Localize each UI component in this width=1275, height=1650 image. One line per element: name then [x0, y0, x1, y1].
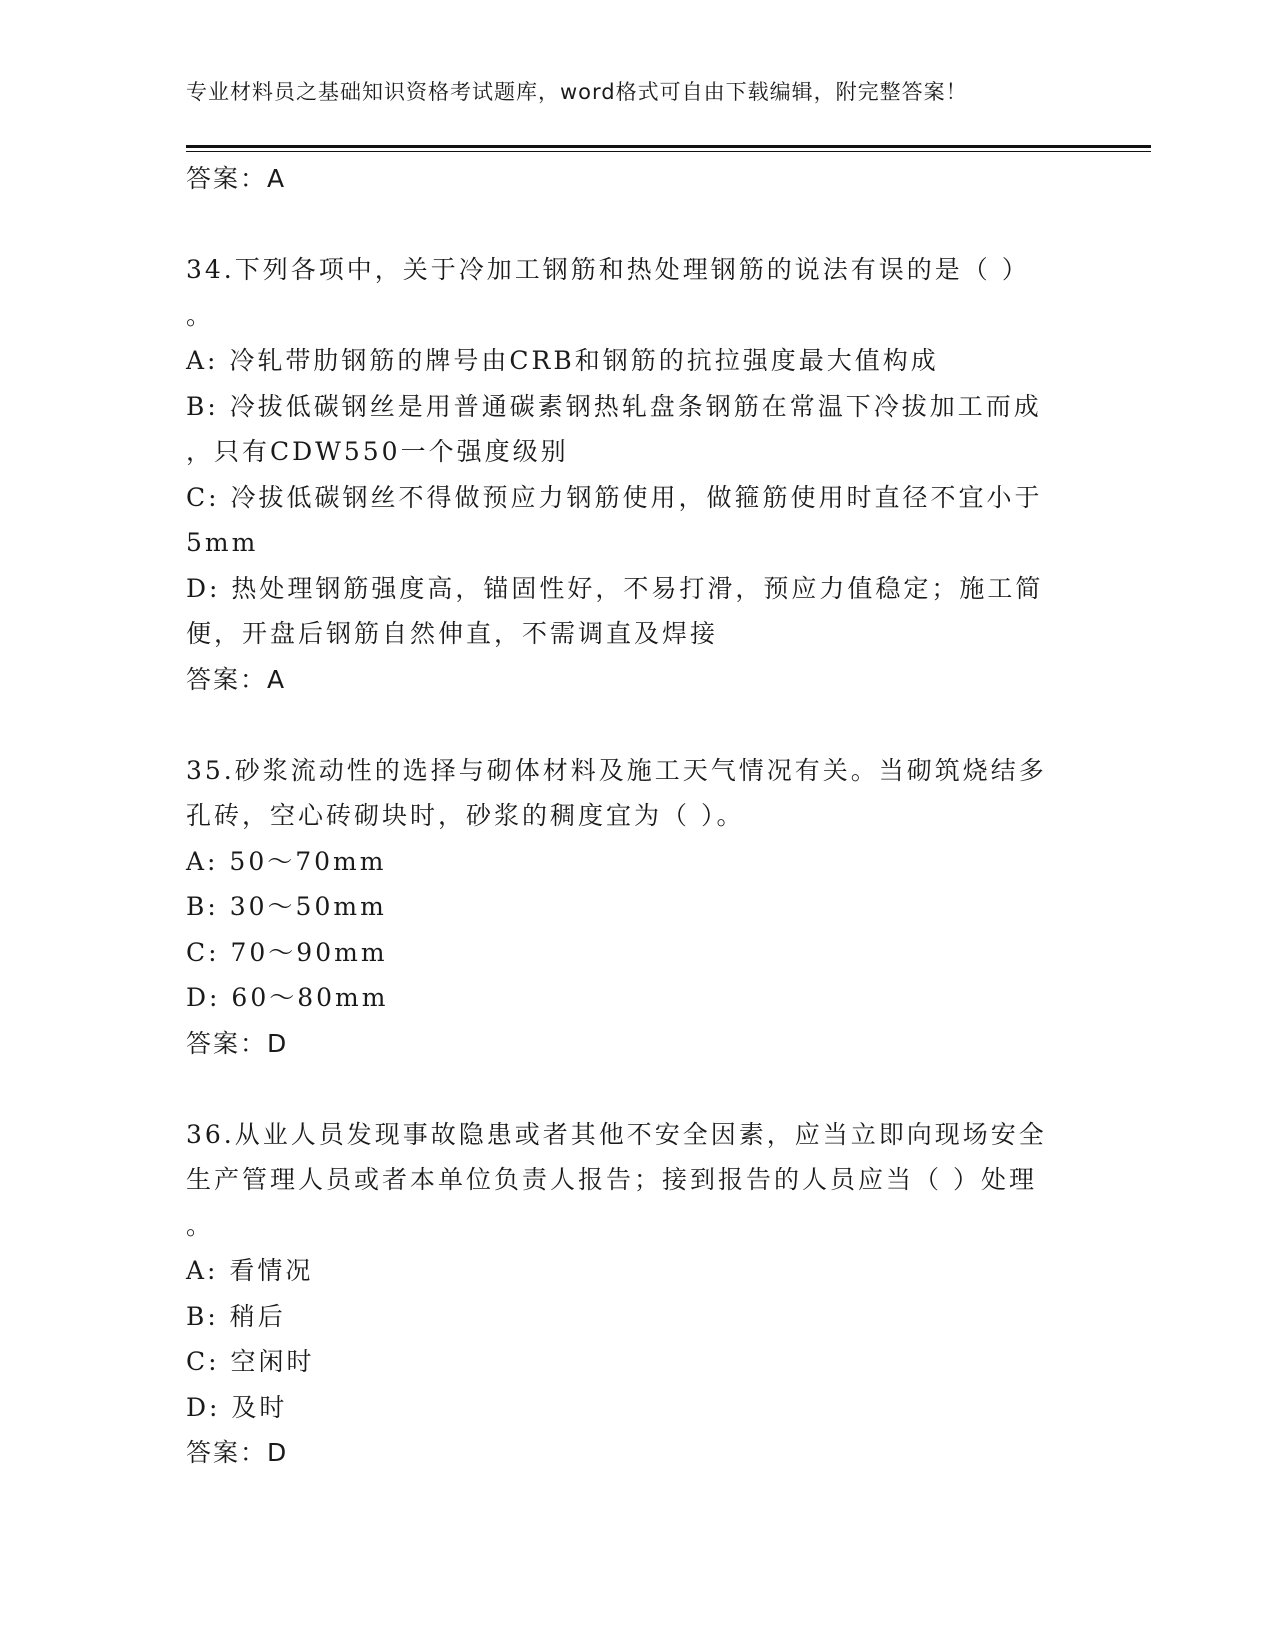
previous-answer: 答案：A [186, 164, 287, 193]
option-b-continued: ，只有CDW550一个强度级别 [186, 437, 569, 466]
answer: 答案：D [186, 1028, 289, 1058]
question-35 [186, 748, 1066, 1067]
stem-line: 35.砂浆流动性的选择与砌体材料及施工天气情况有关。当砌筑烧结多 [186, 755, 1047, 785]
header-rule-thin [186, 151, 1151, 152]
question-stem [186, 1112, 1066, 1249]
option-b: B: 稍后 [186, 1301, 286, 1331]
question-36 [186, 1112, 1066, 1476]
option-a: A: 50～70mm [186, 846, 387, 876]
option-d: D: 及时 [186, 1392, 288, 1422]
option-c: C: 冷拔低碳钢丝不得做预应力钢筋使用，做箍筋使用时直径不宜小于 [186, 482, 1043, 512]
option-d: D: 60～80mm [186, 983, 389, 1012]
option-b: B: 冷拔低碳钢丝是用普通碳素钢热轧盘条钢筋在常温下冷拔加工而成 [186, 391, 1042, 421]
header-rule-thick [186, 145, 1151, 148]
stem-line: 。 [186, 300, 215, 330]
option-c: C: 空闲时 [186, 1347, 315, 1376]
option-c-continued: 5mm [186, 528, 259, 557]
question-34 [186, 247, 1066, 702]
answer: 答案：A [186, 664, 287, 694]
answer: 答案：D [186, 1438, 289, 1467]
stem-line: 孔砖，空心砖砌块时，砂浆的稠度宜为（ ）。 [186, 801, 745, 830]
question-stem [186, 748, 1066, 839]
option-a: A: 冷轧带肋钢筋的牌号由CRB和钢筋的抗拉强度最大值构成 [186, 346, 939, 375]
option-c: C: 70～90mm [186, 937, 388, 967]
question-stem [186, 247, 1066, 338]
option-d: D: 热处理钢筋强度高，锚固性好，不易打滑，预应力值稳定；施工简 [186, 573, 1044, 603]
stem-line: 34.下列各项中，关于冷加工钢筋和热处理钢筋的说法有误的是（ ） [186, 255, 1030, 284]
option-a: A: 看情况 [186, 1256, 314, 1285]
stem-line: 生产管理人员或者本单位负责人报告；接到报告的人员应当（ ）处理 [186, 1165, 1037, 1194]
question-body [186, 156, 1066, 1476]
option-b: B: 30～50mm [186, 892, 387, 921]
stem-line: 。 [186, 1210, 215, 1240]
stem-line: 36.从业人员发现事故隐患或者其他不安全因素，应当立即向现场安全 [186, 1119, 1047, 1149]
page-header: 专业材料员之基础知识资格考试题库，word格式可自由下载编辑，附完整答案！ [186, 80, 968, 104]
option-d-continued: 便，开盘后钢筋自然伸直，不需调直及焊接 [186, 619, 719, 648]
